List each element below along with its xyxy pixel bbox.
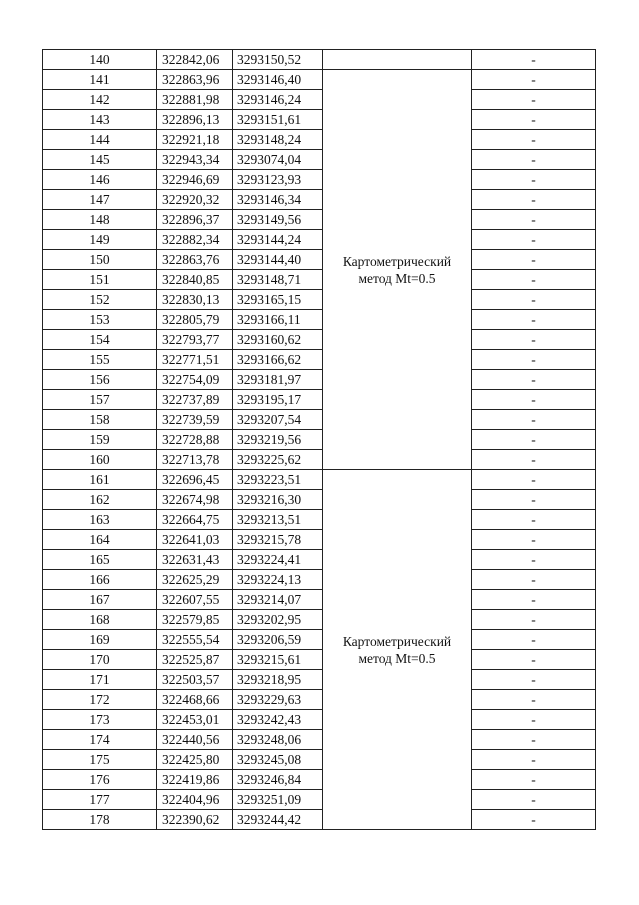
table-row <box>43 750 596 770</box>
point-number-cell: 163 <box>43 510 157 530</box>
accuracy-dash-cell: - <box>472 470 596 490</box>
accuracy-dash-cell: - <box>472 90 596 110</box>
y-coordinate-cell: 3293214,07 <box>233 590 323 610</box>
point-number-cell: 140 <box>43 50 157 70</box>
table-row <box>43 350 596 370</box>
point-number-cell: 175 <box>43 750 157 770</box>
y-coordinate-cell: 3293195,17 <box>233 390 323 410</box>
x-coordinate-cell: 322805,79 <box>157 310 233 330</box>
table-row <box>43 230 596 250</box>
accuracy-dash-cell: - <box>472 490 596 510</box>
y-coordinate-cell: 3293218,95 <box>233 670 323 690</box>
y-coordinate-cell: 3293242,43 <box>233 710 323 730</box>
point-number-cell: 142 <box>43 90 157 110</box>
x-coordinate-cell: 322863,76 <box>157 250 233 270</box>
point-number-cell: 147 <box>43 190 157 210</box>
y-coordinate-cell: 3293246,84 <box>233 770 323 790</box>
point-number-cell: 150 <box>43 250 157 270</box>
y-coordinate-cell: 3293181,97 <box>233 370 323 390</box>
accuracy-dash-cell: - <box>472 770 596 790</box>
point-number-cell: 174 <box>43 730 157 750</box>
accuracy-dash-cell: - <box>472 630 596 650</box>
point-number-cell: 159 <box>43 430 157 450</box>
table-row <box>43 130 596 150</box>
x-coordinate-cell: 322425,80 <box>157 750 233 770</box>
x-coordinate-cell: 322404,96 <box>157 790 233 810</box>
accuracy-dash-cell: - <box>472 390 596 410</box>
point-number-cell: 152 <box>43 290 157 310</box>
table-row <box>43 330 596 350</box>
point-number-cell: 167 <box>43 590 157 610</box>
accuracy-dash-cell: - <box>472 70 596 90</box>
accuracy-dash-cell: - <box>472 610 596 630</box>
y-coordinate-cell: 3293202,95 <box>233 610 323 630</box>
accuracy-dash-cell: - <box>472 730 596 750</box>
y-coordinate-cell: 3293150,52 <box>233 50 323 70</box>
point-number-cell: 143 <box>43 110 157 130</box>
x-coordinate-cell: 322737,89 <box>157 390 233 410</box>
point-number-cell: 164 <box>43 530 157 550</box>
table-row <box>43 150 596 170</box>
y-coordinate-cell: 3293148,71 <box>233 270 323 290</box>
accuracy-dash-cell: - <box>472 230 596 250</box>
x-coordinate-cell: 322842,06 <box>157 50 233 70</box>
x-coordinate-cell: 322830,13 <box>157 290 233 310</box>
y-coordinate-cell: 3293165,15 <box>233 290 323 310</box>
y-coordinate-cell: 3293148,24 <box>233 130 323 150</box>
accuracy-dash-cell: - <box>472 650 596 670</box>
accuracy-dash-cell: - <box>472 150 596 170</box>
y-coordinate-cell: 3293244,42 <box>233 810 323 830</box>
accuracy-dash-cell: - <box>472 710 596 730</box>
x-coordinate-cell: 322863,96 <box>157 70 233 90</box>
y-coordinate-cell: 3293223,51 <box>233 470 323 490</box>
table-row <box>43 530 596 550</box>
point-number-cell: 155 <box>43 350 157 370</box>
accuracy-dash-cell: - <box>472 190 596 210</box>
y-coordinate-cell: 3293219,56 <box>233 430 323 450</box>
accuracy-dash-cell: - <box>472 670 596 690</box>
x-coordinate-cell: 322696,45 <box>157 470 233 490</box>
method-cell <box>323 70 472 470</box>
table-row <box>43 430 596 450</box>
table-row <box>43 410 596 430</box>
accuracy-dash-cell: - <box>472 690 596 710</box>
y-coordinate-cell: 3293229,63 <box>233 690 323 710</box>
method-cell <box>323 470 472 830</box>
x-coordinate-cell: 322946,69 <box>157 170 233 190</box>
x-coordinate-cell: 322525,87 <box>157 650 233 670</box>
y-coordinate-cell: 3293074,04 <box>233 150 323 170</box>
table-row <box>43 550 596 570</box>
x-coordinate-cell: 322943,34 <box>157 150 233 170</box>
table-row <box>43 570 596 590</box>
x-coordinate-cell: 322896,13 <box>157 110 233 130</box>
accuracy-dash-cell: - <box>472 50 596 70</box>
accuracy-dash-cell: - <box>472 590 596 610</box>
point-number-cell: 166 <box>43 570 157 590</box>
x-coordinate-cell: 322641,03 <box>157 530 233 550</box>
y-coordinate-cell: 3293144,40 <box>233 250 323 270</box>
point-number-cell: 173 <box>43 710 157 730</box>
point-number-cell: 144 <box>43 130 157 150</box>
y-coordinate-cell: 3293123,93 <box>233 170 323 190</box>
method-label-line2: метод Mt=0.5 <box>358 270 436 286</box>
y-coordinate-cell: 3293215,61 <box>233 650 323 670</box>
table-row <box>43 190 596 210</box>
point-number-cell: 149 <box>43 230 157 250</box>
table-row <box>43 90 596 110</box>
point-number-cell: 145 <box>43 150 157 170</box>
x-coordinate-cell: 322607,55 <box>157 590 233 610</box>
x-coordinate-cell: 322468,66 <box>157 690 233 710</box>
table-row <box>43 470 596 490</box>
table-row <box>43 710 596 730</box>
x-coordinate-cell: 322631,43 <box>157 550 233 570</box>
y-coordinate-cell: 3293207,54 <box>233 410 323 430</box>
x-coordinate-cell: 322390,62 <box>157 810 233 830</box>
table-row <box>43 310 596 330</box>
point-number-cell: 171 <box>43 670 157 690</box>
x-coordinate-cell: 322921,18 <box>157 130 233 150</box>
x-coordinate-cell: 322882,34 <box>157 230 233 250</box>
y-coordinate-cell: 3293146,24 <box>233 90 323 110</box>
accuracy-dash-cell: - <box>472 450 596 470</box>
x-coordinate-cell: 322440,56 <box>157 730 233 750</box>
method-label-line2: метод Mt=0.5 <box>358 650 436 666</box>
accuracy-dash-cell: - <box>472 170 596 190</box>
accuracy-dash-cell: - <box>472 130 596 150</box>
accuracy-dash-cell: - <box>472 750 596 770</box>
table-row <box>43 50 596 70</box>
table-row <box>43 210 596 230</box>
x-coordinate-cell: 322771,51 <box>157 350 233 370</box>
x-coordinate-cell: 322739,59 <box>157 410 233 430</box>
y-coordinate-cell: 3293225,62 <box>233 450 323 470</box>
y-coordinate-cell: 3293149,56 <box>233 210 323 230</box>
accuracy-dash-cell: - <box>472 250 596 270</box>
method-label-line1: Картометрический <box>342 633 452 649</box>
table-row <box>43 630 596 650</box>
point-number-cell: 146 <box>43 170 157 190</box>
point-number-cell: 165 <box>43 550 157 570</box>
table-row <box>43 790 596 810</box>
x-coordinate-cell: 322579,85 <box>157 610 233 630</box>
coordinates-table <box>42 49 596 830</box>
point-number-cell: 148 <box>43 210 157 230</box>
accuracy-dash-cell: - <box>472 210 596 230</box>
coordinates-table-body <box>43 50 596 830</box>
table-row <box>43 370 596 390</box>
table-row <box>43 670 596 690</box>
accuracy-dash-cell: - <box>472 110 596 130</box>
x-coordinate-cell: 322713,78 <box>157 450 233 470</box>
x-coordinate-cell: 322793,77 <box>157 330 233 350</box>
table-row <box>43 390 596 410</box>
point-number-cell: 151 <box>43 270 157 290</box>
y-coordinate-cell: 3293160,62 <box>233 330 323 350</box>
table-row <box>43 590 596 610</box>
accuracy-dash-cell: - <box>472 530 596 550</box>
point-number-cell: 172 <box>43 690 157 710</box>
x-coordinate-cell: 322674,98 <box>157 490 233 510</box>
accuracy-dash-cell: - <box>472 510 596 530</box>
point-number-cell: 154 <box>43 330 157 350</box>
y-coordinate-cell: 3293206,59 <box>233 630 323 650</box>
point-number-cell: 157 <box>43 390 157 410</box>
y-coordinate-cell: 3293215,78 <box>233 530 323 550</box>
point-number-cell: 178 <box>43 810 157 830</box>
y-coordinate-cell: 3293166,11 <box>233 310 323 330</box>
point-number-cell: 158 <box>43 410 157 430</box>
table-row <box>43 810 596 830</box>
y-coordinate-cell: 3293224,41 <box>233 550 323 570</box>
accuracy-dash-cell: - <box>472 290 596 310</box>
point-number-cell: 170 <box>43 650 157 670</box>
point-number-cell: 160 <box>43 450 157 470</box>
table-row <box>43 490 596 510</box>
y-coordinate-cell: 3293144,24 <box>233 230 323 250</box>
x-coordinate-cell: 322881,98 <box>157 90 233 110</box>
accuracy-dash-cell: - <box>472 350 596 370</box>
accuracy-dash-cell: - <box>472 810 596 830</box>
point-number-cell: 169 <box>43 630 157 650</box>
point-number-cell: 162 <box>43 490 157 510</box>
accuracy-dash-cell: - <box>472 310 596 330</box>
table-row <box>43 110 596 130</box>
point-number-cell: 168 <box>43 610 157 630</box>
point-number-cell: 177 <box>43 790 157 810</box>
table-row <box>43 730 596 750</box>
x-coordinate-cell: 322920,32 <box>157 190 233 210</box>
x-coordinate-cell: 322664,75 <box>157 510 233 530</box>
y-coordinate-cell: 3293151,61 <box>233 110 323 130</box>
table-row <box>43 450 596 470</box>
accuracy-dash-cell: - <box>472 370 596 390</box>
y-coordinate-cell: 3293251,09 <box>233 790 323 810</box>
table-row <box>43 510 596 530</box>
y-coordinate-cell: 3293166,62 <box>233 350 323 370</box>
table-row <box>43 170 596 190</box>
x-coordinate-cell: 322896,37 <box>157 210 233 230</box>
accuracy-dash-cell: - <box>472 430 596 450</box>
accuracy-dash-cell: - <box>472 570 596 590</box>
table-row <box>43 650 596 670</box>
x-coordinate-cell: 322840,85 <box>157 270 233 290</box>
point-number-cell: 153 <box>43 310 157 330</box>
table-row <box>43 290 596 310</box>
x-coordinate-cell: 322419,86 <box>157 770 233 790</box>
method-cell-empty <box>323 50 472 70</box>
accuracy-dash-cell: - <box>472 550 596 570</box>
x-coordinate-cell: 322728,88 <box>157 430 233 450</box>
method-label-line1: Картометрический <box>342 253 452 269</box>
y-coordinate-cell: 3293245,08 <box>233 750 323 770</box>
x-coordinate-cell: 322453,01 <box>157 710 233 730</box>
point-number-cell: 161 <box>43 470 157 490</box>
y-coordinate-cell: 3293213,51 <box>233 510 323 530</box>
x-coordinate-cell: 322555,54 <box>157 630 233 650</box>
point-number-cell: 176 <box>43 770 157 790</box>
y-coordinate-cell: 3293248,06 <box>233 730 323 750</box>
y-coordinate-cell: 3293146,40 <box>233 70 323 90</box>
table-row <box>43 270 596 290</box>
accuracy-dash-cell: - <box>472 790 596 810</box>
x-coordinate-cell: 322625,29 <box>157 570 233 590</box>
accuracy-dash-cell: - <box>472 410 596 430</box>
y-coordinate-cell: 3293224,13 <box>233 570 323 590</box>
table-row <box>43 250 596 270</box>
x-coordinate-cell: 322503,57 <box>157 670 233 690</box>
table-row <box>43 610 596 630</box>
table-row <box>43 70 596 90</box>
accuracy-dash-cell: - <box>472 270 596 290</box>
y-coordinate-cell: 3293146,34 <box>233 190 323 210</box>
table-row <box>43 770 596 790</box>
table-row <box>43 690 596 710</box>
y-coordinate-cell: 3293216,30 <box>233 490 323 510</box>
point-number-cell: 156 <box>43 370 157 390</box>
x-coordinate-cell: 322754,09 <box>157 370 233 390</box>
point-number-cell: 141 <box>43 70 157 90</box>
accuracy-dash-cell: - <box>472 330 596 350</box>
